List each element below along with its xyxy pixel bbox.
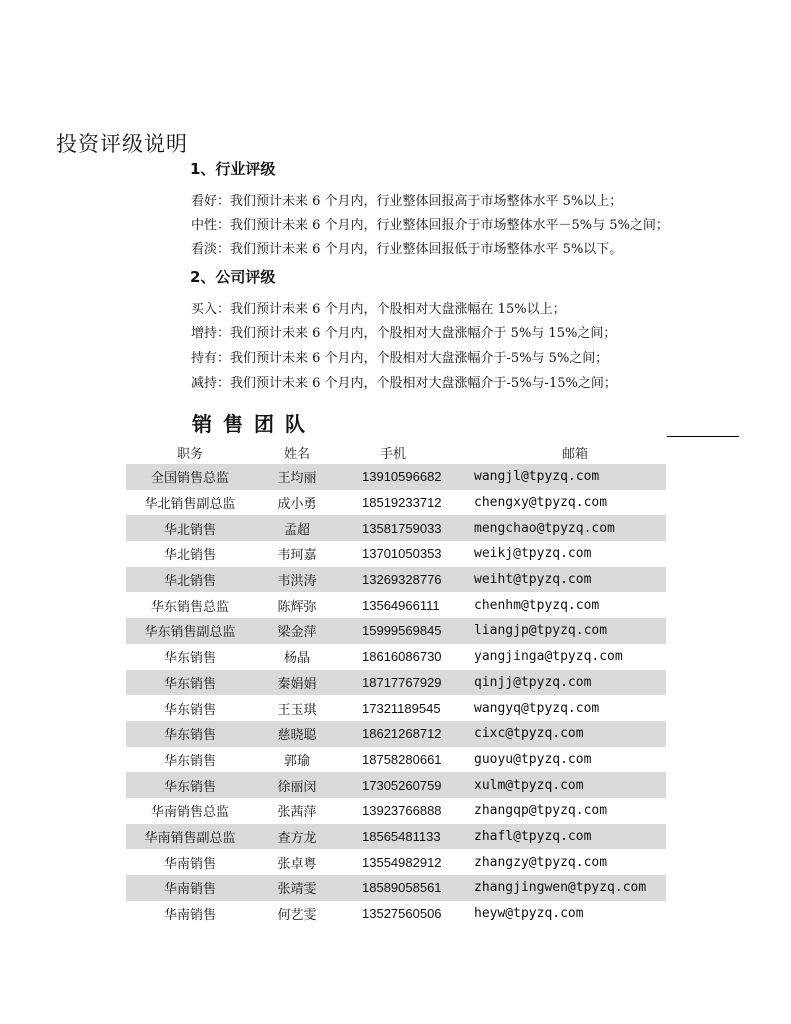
cell-email: weiht@tpyzq.com <box>474 572 592 588</box>
header-email: 邮箱 <box>562 446 589 462</box>
cell-phone: 18616086730 <box>362 649 442 665</box>
cell-role: 华南销售 <box>163 856 216 872</box>
table-row <box>126 721 666 747</box>
cell-email: weikj@tpyzq.com <box>474 546 592 562</box>
cell-email: zhangjingwen@tpyzq.com <box>474 880 647 896</box>
cell-name: 慈晓聪 <box>277 728 317 744</box>
cell-email: mengchao@tpyzq.com <box>474 520 615 536</box>
cell-role: 华东销售 <box>163 651 216 667</box>
cell-email: zhangqp@tpyzq.com <box>474 803 608 819</box>
cell-role: 华东销售总监 <box>150 599 229 615</box>
cell-phone: 13923766888 <box>362 803 442 819</box>
cell-role: 华南销售 <box>163 882 216 898</box>
cell-name: 梁金萍 <box>277 625 317 641</box>
industry-rating-line: 看淡：我们预计未来 6 个月内，行业整体回报低于市场整体水平 5%以下。 <box>191 242 623 257</box>
table-row <box>126 747 666 773</box>
cell-role: 全国销售总监 <box>150 471 229 487</box>
header-role: 职务 <box>176 446 203 462</box>
cell-name: 杨晶 <box>283 651 310 667</box>
cell-role: 华东销售 <box>163 753 216 769</box>
table-body <box>126 464 666 926</box>
cell-email: liangjp@tpyzq.com <box>474 623 608 639</box>
rating-description-title: 投资评级说明 <box>56 132 188 156</box>
cell-phone: 15999569845 <box>362 623 442 639</box>
cell-phone: 13701050353 <box>362 546 442 562</box>
cell-phone: 18565481133 <box>362 828 441 844</box>
cell-role: 华东销售 <box>163 728 216 744</box>
sales-team-table <box>126 440 666 926</box>
cell-phone: 13527560506 <box>362 906 442 922</box>
cell-name: 陈辉弥 <box>277 599 317 615</box>
table-header-row <box>126 440 666 464</box>
cell-role: 华南销售 <box>163 908 216 924</box>
cell-name: 张靖雯 <box>277 882 317 898</box>
cell-phone: 18519233712 <box>362 495 442 511</box>
cell-phone: 13581759033 <box>362 520 442 536</box>
table-row <box>126 824 666 850</box>
table-row <box>126 567 666 593</box>
cell-email: zhangzy@tpyzq.com <box>474 854 608 870</box>
cell-email: chenhm@tpyzq.com <box>474 597 600 613</box>
cell-name: 徐丽闵 <box>277 779 317 795</box>
company-rating-heading: 2、公司评级 <box>190 268 276 286</box>
company-rating-line: 持有：我们预计未来 6 个月内，个股相对大盘涨幅介于-5%与 5%之间； <box>191 351 609 366</box>
cell-email: zhafl@tpyzq.com <box>474 828 592 844</box>
cell-name: 郭瑜 <box>283 753 310 769</box>
cell-role: 华东销售副总监 <box>144 625 236 641</box>
table-row <box>126 772 666 798</box>
cell-email: heyw@tpyzq.com <box>474 906 584 922</box>
cell-name: 王均丽 <box>277 471 317 487</box>
cell-phone: 13269328776 <box>362 572 442 588</box>
header-name: 姓名 <box>283 446 310 462</box>
sales-team-title: 销售团队 <box>192 412 316 436</box>
cell-role: 华北销售 <box>163 522 216 538</box>
cell-phone: 18621268712 <box>362 726 442 742</box>
cell-role: 华南销售总监 <box>150 805 229 821</box>
table-row <box>126 490 666 516</box>
cell-phone: 18758280661 <box>362 751 442 767</box>
cell-email: cixc@tpyzq.com <box>474 726 584 742</box>
table-row <box>126 464 666 490</box>
table-row <box>126 875 666 901</box>
cell-phone: 13910596682 <box>362 469 442 485</box>
table-row <box>126 670 666 696</box>
company-rating-line: 增持：我们预计未来 6 个月内，个股相对大盘涨幅介于 5%与 15%之间； <box>191 326 617 341</box>
cell-role: 华北销售 <box>163 548 216 564</box>
cell-name: 王玉琪 <box>277 702 317 718</box>
company-rating-line: 买入：我们预计未来 6 个月内，个股相对大盘涨幅在 15%以上； <box>191 302 566 317</box>
cell-email: chengxy@tpyzq.com <box>474 495 608 511</box>
table-row <box>126 644 666 670</box>
cell-phone: 17321189545 <box>362 700 441 716</box>
cell-role: 华东销售 <box>163 676 216 692</box>
cell-name: 张卓粤 <box>277 856 317 872</box>
cell-email: wangjl@tpyzq.com <box>474 469 600 485</box>
table-row <box>126 515 666 541</box>
cell-email: yangjinga@tpyzq.com <box>474 649 623 665</box>
industry-rating-heading: 1、行业评级 <box>190 160 276 178</box>
cell-email: guoyu@tpyzq.com <box>474 751 592 767</box>
cell-name: 韦洪涛 <box>277 574 317 590</box>
company-rating-line: 减持：我们预计未来 6 个月内，个股相对大盘涨幅介于-5%与-15%之间； <box>191 376 617 391</box>
cell-role: 华北销售副总监 <box>144 497 236 513</box>
cell-name: 何艺雯 <box>277 908 317 924</box>
table-row <box>126 901 666 927</box>
cell-phone: 18589058561 <box>362 880 442 896</box>
cell-name: 成小勇 <box>277 497 317 513</box>
table-row <box>126 798 666 824</box>
cell-email: xulm@tpyzq.com <box>474 777 584 793</box>
industry-rating-line: 看好：我们预计未来 6 个月内，行业整体回报高于市场整体水平 5%以上； <box>191 194 623 209</box>
industry-rating-line: 中性：我们预计未来 6 个月内，行业整体回报介于市场整体水平－5%与 5%之间； <box>191 218 669 233</box>
table-row <box>126 592 666 618</box>
cell-name: 张茜萍 <box>277 805 317 821</box>
cell-name: 秦娟娟 <box>277 676 317 692</box>
cell-phone: 17305260759 <box>362 777 442 793</box>
cell-phone: 13554982912 <box>362 854 442 870</box>
table-row <box>126 541 666 567</box>
title-divider <box>667 436 739 437</box>
cell-name: 韦珂嘉 <box>277 548 317 564</box>
cell-role: 华东销售 <box>163 779 216 795</box>
header-phone: 手机 <box>380 446 407 462</box>
cell-email: qinjj@tpyzq.com <box>474 674 592 690</box>
cell-name: 查方龙 <box>277 830 317 846</box>
cell-phone: 13564966111 <box>362 597 440 613</box>
cell-email: wangyq@tpyzq.com <box>474 700 600 716</box>
cell-role: 华北销售 <box>163 574 216 590</box>
table-row <box>126 695 666 721</box>
cell-role: 华东销售 <box>163 702 216 718</box>
cell-name: 孟超 <box>283 522 310 538</box>
table-row <box>126 849 666 875</box>
cell-role: 华南销售副总监 <box>144 830 236 846</box>
table-row <box>126 618 666 644</box>
cell-phone: 18717767929 <box>362 674 442 690</box>
